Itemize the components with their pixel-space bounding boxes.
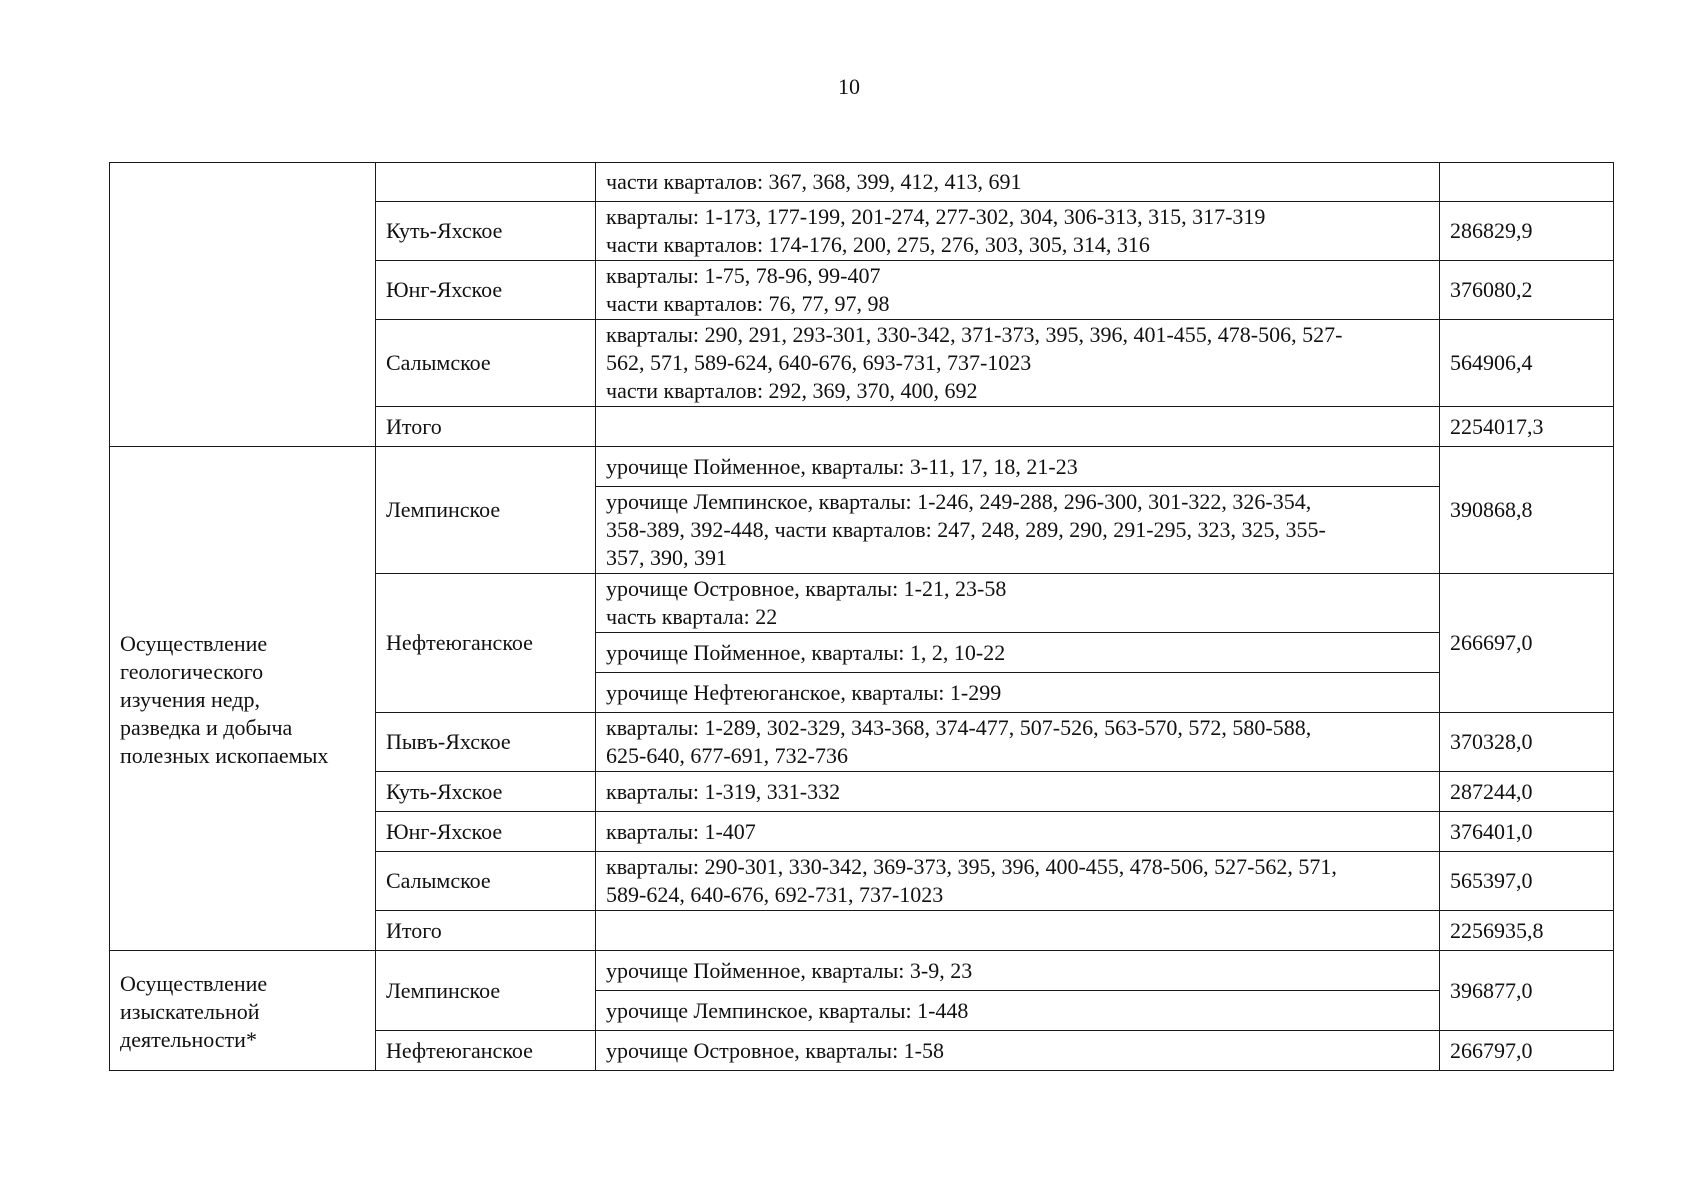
quarters-cell: урочище Островное, кварталы: 1-58 — [596, 1031, 1440, 1071]
quarters-cell: кварталы: 290, 291, 293-301, 330-342, 371-373, 395, 396, 401-455, 478-506, 527- 562, 571, 589-624, 640-676, 693-731, 737-1023 части кварталов: 292, 369, 370, 400, 692 — [596, 320, 1440, 407]
page-number: 10 — [838, 74, 860, 99]
district-cell: Итого — [376, 911, 596, 951]
district-cell: Итого — [376, 407, 596, 447]
quarters-cell: урочище Островное, кварталы: 1-21, 23-58 часть квартала: 22 — [596, 574, 1440, 633]
district-cell: Нефтеюганское — [376, 1031, 596, 1071]
quarters-cell: урочище Пойменное, кварталы: 3-9, 23 — [596, 951, 1440, 991]
district-cell: Юнг-Яхское — [376, 261, 596, 320]
quarters-cell: урочище Пойменное, кварталы: 1, 2, 10-22 — [596, 633, 1440, 673]
district-cell: Салымское — [376, 852, 596, 911]
district-cell: Лемпинское — [376, 951, 596, 1031]
purpose-cell: Осуществление изыскательной деятельности* — [110, 951, 376, 1071]
quarters-cell — [596, 407, 1440, 447]
area-cell: 266697,0 — [1440, 574, 1614, 713]
quarters-cell: кварталы: 1-75, 78-96, 99-407 части кварталов: 76, 77, 97, 98 — [596, 261, 1440, 320]
district-cell: Салымское — [376, 320, 596, 407]
quarters-cell: кварталы: 290-301, 330-342, 369-373, 395, 396, 400-455, 478-506, 527-562, 571, 589-624, 640-676, 692-731, 737-1023 — [596, 852, 1440, 911]
area-cell — [1440, 163, 1614, 202]
area-cell: 390868,8 — [1440, 447, 1614, 574]
quarters-cell: урочище Лемпинское, кварталы: 1-246, 249-288, 296-300, 301-322, 326-354, 358-389, 392-448, части кварталов: 247, 248, 289, 290, 291-295, 323, 325, 355- 357, 390, 391 — [596, 487, 1440, 574]
area-cell: 370328,0 — [1440, 713, 1614, 772]
area-cell: 376080,2 — [1440, 261, 1614, 320]
quarters-cell: урочище Лемпинское, кварталы: 1-448 — [596, 991, 1440, 1031]
table-row — [110, 163, 1614, 202]
quarters-cell: кварталы: 1-319, 331-332 — [596, 772, 1440, 812]
table-row — [110, 951, 1614, 991]
area-cell: 565397,0 — [1440, 852, 1614, 911]
district-cell: Нефтеюганское — [376, 574, 596, 713]
area-cell: 2256935,8 — [1440, 911, 1614, 951]
district-cell: Куть-Яхское — [376, 772, 596, 812]
quarters-cell: кварталы: 1-173, 177-199, 201-274, 277-302, 304, 306-313, 315, 317-319 части кварталов: 174-176, 200, 275, 276, 303, 305, 314, 316 — [596, 202, 1440, 261]
area-cell: 376401,0 — [1440, 812, 1614, 852]
forest-use-table — [109, 162, 1614, 1071]
area-cell: 564906,4 — [1440, 320, 1614, 407]
quarters-cell: урочище Пойменное, кварталы: 3-11, 17, 18, 21-23 — [596, 447, 1440, 487]
table-row — [110, 447, 1614, 487]
quarters-cell: кварталы: 1-407 — [596, 812, 1440, 852]
quarters-cell — [596, 911, 1440, 951]
district-cell: Лемпинское — [376, 447, 596, 574]
area-cell: 287244,0 — [1440, 772, 1614, 812]
district-cell — [376, 163, 596, 202]
area-cell: 2254017,3 — [1440, 407, 1614, 447]
area-cell: 396877,0 — [1440, 951, 1614, 1031]
purpose-cell — [110, 163, 376, 447]
area-cell: 286829,9 — [1440, 202, 1614, 261]
quarters-cell: кварталы: 1-289, 302-329, 343-368, 374-477, 507-526, 563-570, 572, 580-588, 625-640, 677-691, 732-736 — [596, 713, 1440, 772]
district-cell: Юнг-Яхское — [376, 812, 596, 852]
purpose-cell: Осуществление геологического изучения недр, разведка и добыча полезных ископаемых — [110, 447, 376, 951]
district-cell: Куть-Яхское — [376, 202, 596, 261]
quarters-cell: урочище Нефтеюганское, кварталы: 1-299 — [596, 673, 1440, 713]
area-cell: 266797,0 — [1440, 1031, 1614, 1071]
quarters-cell: части кварталов: 367, 368, 399, 412, 413, 691 — [596, 163, 1440, 202]
district-cell: Пывъ-Яхское — [376, 713, 596, 772]
